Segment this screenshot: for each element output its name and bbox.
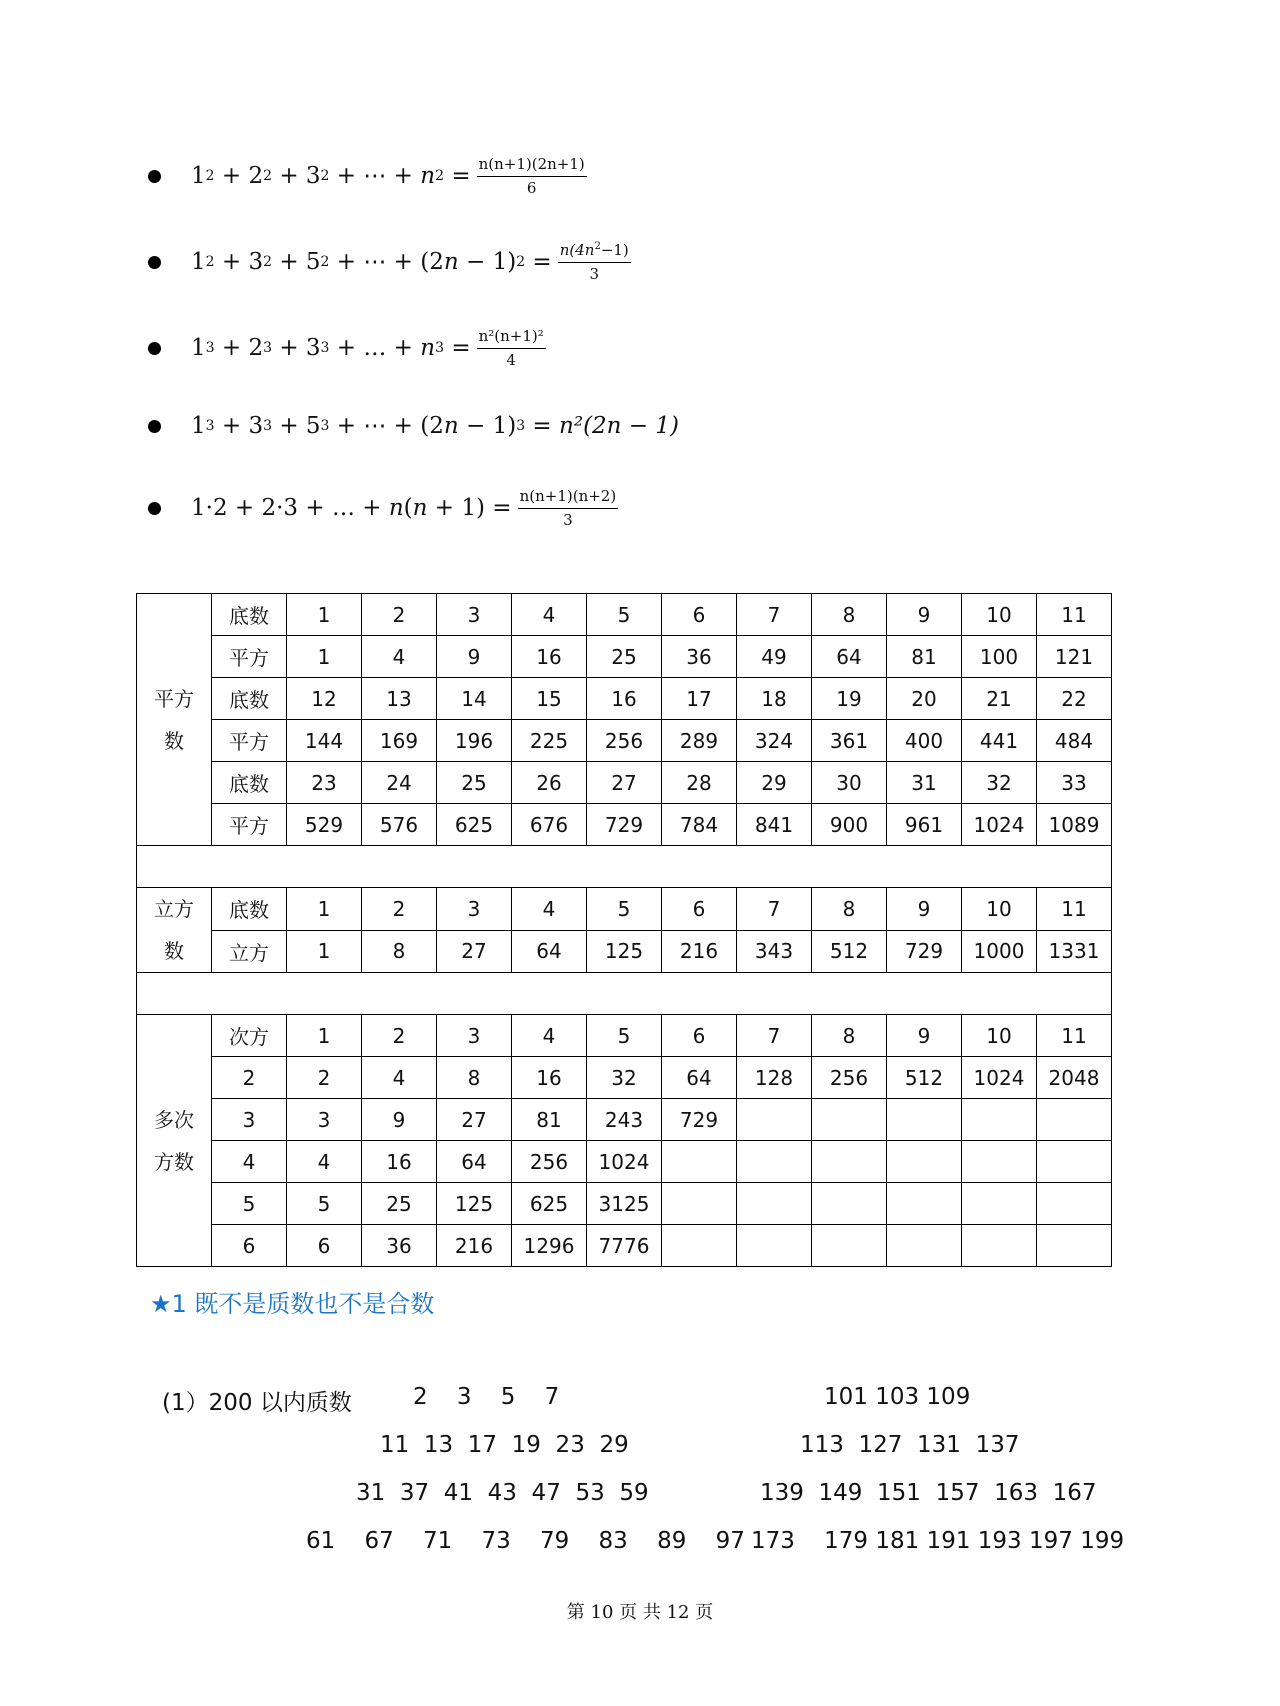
- row-header-cell: 平方: [212, 720, 287, 762]
- table-cell: 5: [587, 1015, 662, 1057]
- table-cell: [887, 1099, 962, 1141]
- primes-line: 139 149 151 157 163 167: [760, 1480, 1097, 1506]
- table-cell: 125: [587, 930, 662, 973]
- row-header-cell: 3: [212, 1099, 287, 1141]
- bullet-icon: [148, 502, 161, 515]
- table-cell: 8: [437, 1057, 512, 1099]
- primes-line: 173 179 181 191 193 197 199: [751, 1528, 1125, 1554]
- table-cell: 625: [437, 804, 512, 846]
- table-cell: [962, 1225, 1037, 1267]
- primes-heading: (1）200 以内质数: [162, 1390, 352, 1416]
- table-cell: 2: [362, 888, 437, 931]
- table-cell: [812, 1141, 887, 1183]
- table-cell: 125: [437, 1183, 512, 1225]
- table-cell: 3: [437, 1015, 512, 1057]
- table-cell: 900: [812, 804, 887, 846]
- table-cell: [1037, 1099, 1112, 1141]
- bullet-icon: [148, 420, 161, 433]
- table-cell: 1296: [512, 1225, 587, 1267]
- bullet-icon: [148, 256, 161, 269]
- table-cell: 32: [587, 1057, 662, 1099]
- table-cell: 4: [362, 1057, 437, 1099]
- table-row: [137, 888, 1112, 931]
- table-gap-row: [137, 973, 1112, 1015]
- table-cell: 4: [287, 1141, 362, 1183]
- table-cell: 5: [287, 1183, 362, 1225]
- table-cell: [737, 1099, 812, 1141]
- note-text: ★1 既不是质数也不是合数: [150, 1290, 435, 1318]
- table-gap-row: [137, 846, 1112, 888]
- table-cell: 1: [287, 888, 362, 931]
- table-cell: 512: [812, 930, 887, 973]
- table-cell: 729: [587, 804, 662, 846]
- table-cell: 2: [362, 1015, 437, 1057]
- table-cell: 1: [287, 930, 362, 973]
- table-cell: 784: [662, 804, 737, 846]
- table-cell: 16: [587, 678, 662, 720]
- table-cell: 324: [737, 720, 812, 762]
- primes-line: 2 3 5 7: [413, 1384, 560, 1410]
- primes-line: 101 103 109: [824, 1384, 971, 1410]
- table-cell: [1037, 1225, 1112, 1267]
- formula-expression: 1·2 + 2·3 + … + n ( n + 1) = $\frac{n(n+1)(n+2)}{3}$: [191, 487, 617, 529]
- table-cell: [737, 1183, 812, 1225]
- table-cell: 1: [287, 594, 362, 636]
- table-cell: 8: [812, 888, 887, 931]
- table-cell: 64: [662, 1057, 737, 1099]
- table-row: [137, 678, 1112, 720]
- table-row: [137, 804, 1112, 846]
- table-row: [137, 636, 1112, 678]
- table-cell: [662, 1183, 737, 1225]
- table-cell: 21: [962, 678, 1037, 720]
- table-cell: 5: [587, 888, 662, 931]
- table-cell: 961: [887, 804, 962, 846]
- fraction-numerator: n(n+1)(n+2): [518, 488, 619, 509]
- bullet-icon: [148, 342, 161, 355]
- table-cell: 1024: [587, 1141, 662, 1183]
- table-cell: 121: [1037, 636, 1112, 678]
- table-cell: 3: [437, 888, 512, 931]
- row-header-cell: 底数: [212, 888, 287, 931]
- table-row: [137, 762, 1112, 804]
- row-header-cell: 平方: [212, 636, 287, 678]
- formula-expression: 1 2 + 2 2 + 3 2 + ⋯ + n 2 = $\frac{n(n+1)(2n+1)}{6}$: [191, 155, 585, 197]
- table-cell: 100: [962, 636, 1037, 678]
- table-cell: [812, 1183, 887, 1225]
- table-cell: [962, 1183, 1037, 1225]
- section-label: 多次 方数: [137, 1015, 212, 1267]
- table-cell: 20: [887, 678, 962, 720]
- table-cell: [662, 1225, 737, 1267]
- table-cell: 144: [287, 720, 362, 762]
- table-cell: 11: [1037, 594, 1112, 636]
- table-cell: 256: [512, 1141, 587, 1183]
- table-cell: 6: [662, 888, 737, 931]
- table-row: [137, 1225, 1112, 1267]
- table-cell: 64: [812, 636, 887, 678]
- table-cell: [962, 1099, 1037, 1141]
- section-label: 平方 数: [137, 594, 212, 846]
- table-gap-cell: [137, 846, 1112, 888]
- formula-rhs: n²(2n − 1): [559, 413, 679, 439]
- table-cell: [812, 1099, 887, 1141]
- table-cell: 29: [737, 762, 812, 804]
- table-cell: 16: [512, 636, 587, 678]
- row-header-cell: 2: [212, 1057, 287, 1099]
- table-cell: 9: [887, 888, 962, 931]
- table-cell: 289: [662, 720, 737, 762]
- table-cell: 16: [362, 1141, 437, 1183]
- table-cell: 625: [512, 1183, 587, 1225]
- table-row: [137, 720, 1112, 762]
- table-cell: [737, 1225, 812, 1267]
- table-cell: 4: [512, 888, 587, 931]
- table-cell: 81: [887, 636, 962, 678]
- fraction-denominator: 3: [589, 264, 600, 283]
- table-cell: 18: [737, 678, 812, 720]
- table-cell: 3: [437, 594, 512, 636]
- table-cell: 256: [812, 1057, 887, 1099]
- table-cell: 30: [812, 762, 887, 804]
- fraction-numerator: $n(4n^2-1)$: [558, 242, 631, 263]
- table-row: [137, 1057, 1112, 1099]
- row-header-cell: 底数: [212, 594, 287, 636]
- table-cell: 729: [887, 930, 962, 973]
- row-header-cell: 4: [212, 1141, 287, 1183]
- table-cell: 4: [512, 1015, 587, 1057]
- table-cell: 1: [287, 1015, 362, 1057]
- table-cell: 9: [362, 1099, 437, 1141]
- bullet-icon: [148, 170, 161, 183]
- table-cell: 6: [287, 1225, 362, 1267]
- table-row: [137, 1015, 1112, 1057]
- table-cell: 9: [887, 1015, 962, 1057]
- table-cell: 196: [437, 720, 512, 762]
- table-cell: 7776: [587, 1225, 662, 1267]
- table-cell: 7: [737, 1015, 812, 1057]
- table-cell: 10: [962, 594, 1037, 636]
- table-cell: 1089: [1037, 804, 1112, 846]
- table-cell: 169: [362, 720, 437, 762]
- table-cell: [1037, 1183, 1112, 1225]
- primes-line: 31 37 41 43 47 53 59: [356, 1480, 649, 1506]
- table-cell: 9: [437, 636, 512, 678]
- table-cell: 128: [737, 1057, 812, 1099]
- table-cell: 6: [662, 1015, 737, 1057]
- table-cell: 15: [512, 678, 587, 720]
- table-cell: 25: [362, 1183, 437, 1225]
- row-header-cell: 底数: [212, 678, 287, 720]
- table-cell: 10: [962, 1015, 1037, 1057]
- table-cell: 841: [737, 804, 812, 846]
- table-cell: [812, 1225, 887, 1267]
- table-cell: 1024: [962, 1057, 1037, 1099]
- table-cell: 529: [287, 804, 362, 846]
- table-cell: 1331: [1037, 930, 1112, 973]
- table-cell: 1000: [962, 930, 1037, 973]
- table-cell: 729: [662, 1099, 737, 1141]
- table-cell: 225: [512, 720, 587, 762]
- table-cell: 1: [287, 636, 362, 678]
- table-row: [137, 1099, 1112, 1141]
- formula-sum-of-odd-cubes: [148, 413, 679, 439]
- table-cell: 23: [287, 762, 362, 804]
- fraction: [518, 488, 619, 528]
- table-cell: 5: [587, 594, 662, 636]
- table-cell: [887, 1183, 962, 1225]
- table-cell: 22: [1037, 678, 1112, 720]
- table-cell: 12: [287, 678, 362, 720]
- table-cell: 64: [512, 930, 587, 973]
- table-cell: 33: [1037, 762, 1112, 804]
- table-cell: 24: [362, 762, 437, 804]
- table-gap-cell: [137, 973, 1112, 1015]
- row-header-cell: 次方: [212, 1015, 287, 1057]
- table-cell: [887, 1225, 962, 1267]
- primes-line: 11 13 17 19 23 29: [380, 1432, 629, 1458]
- table-cell: 676: [512, 804, 587, 846]
- table-cell: 4: [362, 636, 437, 678]
- table-cell: 25: [587, 636, 662, 678]
- table-cell: 16: [512, 1057, 587, 1099]
- powers-table: [136, 593, 1112, 1267]
- table-cell: 216: [662, 930, 737, 973]
- section-label: 立方 数: [137, 888, 212, 973]
- table-cell: 13: [362, 678, 437, 720]
- formula-sum-of-odd-squares: [148, 242, 631, 282]
- table-cell: 7: [737, 888, 812, 931]
- table-cell: 256: [587, 720, 662, 762]
- table-row: [137, 594, 1112, 636]
- formula-expression: 1 3 + 2 3 + 3 3 + … + n 3 = $\frac{\text{n²(n+1)²}}{4}$: [191, 327, 544, 369]
- table-cell: 216: [437, 1225, 512, 1267]
- table-cell: 9: [887, 594, 962, 636]
- primes-line: 113 127 131 137: [800, 1432, 1020, 1458]
- row-header-cell: 6: [212, 1225, 287, 1267]
- fraction: [477, 156, 587, 196]
- formula-sum-of-squares: [148, 156, 587, 196]
- table-cell: 343: [737, 930, 812, 973]
- table-cell: 49: [737, 636, 812, 678]
- table-cell: 8: [812, 594, 887, 636]
- table-cell: 243: [587, 1099, 662, 1141]
- table-cell: 484: [1037, 720, 1112, 762]
- table-cell: 576: [362, 804, 437, 846]
- table-cell: [887, 1141, 962, 1183]
- table-row: [137, 930, 1112, 973]
- table-cell: 3125: [587, 1183, 662, 1225]
- table-cell: 8: [362, 930, 437, 973]
- table-cell: 64: [437, 1141, 512, 1183]
- fraction-numerator: n(n+1)(2n+1): [477, 156, 587, 177]
- table-cell: 27: [437, 930, 512, 973]
- formula-expression: 1 2 + 3 2 + 5 2 + ⋯ + (2 n − 1) 2 = $\frac{n(4n^2-1)}{3}$: [191, 241, 629, 283]
- page-footer: 第 10 页 共 12 页: [566, 1602, 714, 1623]
- row-header-cell: 5: [212, 1183, 287, 1225]
- formula-sum-of-products: [148, 488, 618, 528]
- table-cell: 81: [512, 1099, 587, 1141]
- table-cell: 10: [962, 888, 1037, 931]
- table-row: [137, 1183, 1112, 1225]
- table-cell: 11: [1037, 1015, 1112, 1057]
- table-cell: 11: [1037, 888, 1112, 931]
- table-cell: 441: [962, 720, 1037, 762]
- table-cell: [1037, 1141, 1112, 1183]
- table-cell: 14: [437, 678, 512, 720]
- fraction: [477, 328, 546, 368]
- table-cell: 2: [362, 594, 437, 636]
- table-cell: 19: [812, 678, 887, 720]
- table-cell: 1024: [962, 804, 1037, 846]
- table-cell: 27: [437, 1099, 512, 1141]
- table-cell: [962, 1141, 1037, 1183]
- table-cell: 7: [737, 594, 812, 636]
- fraction-denominator: 3: [563, 510, 573, 529]
- table-cell: 25: [437, 762, 512, 804]
- table-cell: 17: [662, 678, 737, 720]
- table-cell: 3: [287, 1099, 362, 1141]
- table-row: [137, 1141, 1112, 1183]
- table-cell: 2048: [1037, 1057, 1112, 1099]
- formula-expression: 1 3 + 3 3 + 5 3 + ⋯ + (2 n − 1) 3 = n²(2n − 1): [191, 413, 679, 439]
- table-cell: [737, 1141, 812, 1183]
- table-cell: 512: [887, 1057, 962, 1099]
- table-cell: 32: [962, 762, 1037, 804]
- table-cell: 36: [362, 1225, 437, 1267]
- table-cell: 400: [887, 720, 962, 762]
- table-cell: 27: [587, 762, 662, 804]
- table-cell: 4: [512, 594, 587, 636]
- table-cell: 31: [887, 762, 962, 804]
- table-cell: 36: [662, 636, 737, 678]
- row-header-cell: 底数: [212, 762, 287, 804]
- fraction: [558, 242, 631, 282]
- table-cell: 28: [662, 762, 737, 804]
- table-cell: [662, 1141, 737, 1183]
- table-cell: 6: [662, 594, 737, 636]
- fraction-denominator: 4: [506, 350, 516, 369]
- table-cell: 2: [287, 1057, 362, 1099]
- fraction-numerator: n²(n+1)²: [477, 328, 546, 349]
- table-cell: 26: [512, 762, 587, 804]
- row-header-cell: 平方: [212, 804, 287, 846]
- row-header-cell: 立方: [212, 930, 287, 973]
- primes-line: 61 67 71 73 79 83 89 97: [306, 1528, 745, 1554]
- table-cell: 361: [812, 720, 887, 762]
- formula-sum-of-cubes: [148, 328, 546, 368]
- fraction-denominator: 6: [526, 178, 537, 197]
- table-cell: 8: [812, 1015, 887, 1057]
